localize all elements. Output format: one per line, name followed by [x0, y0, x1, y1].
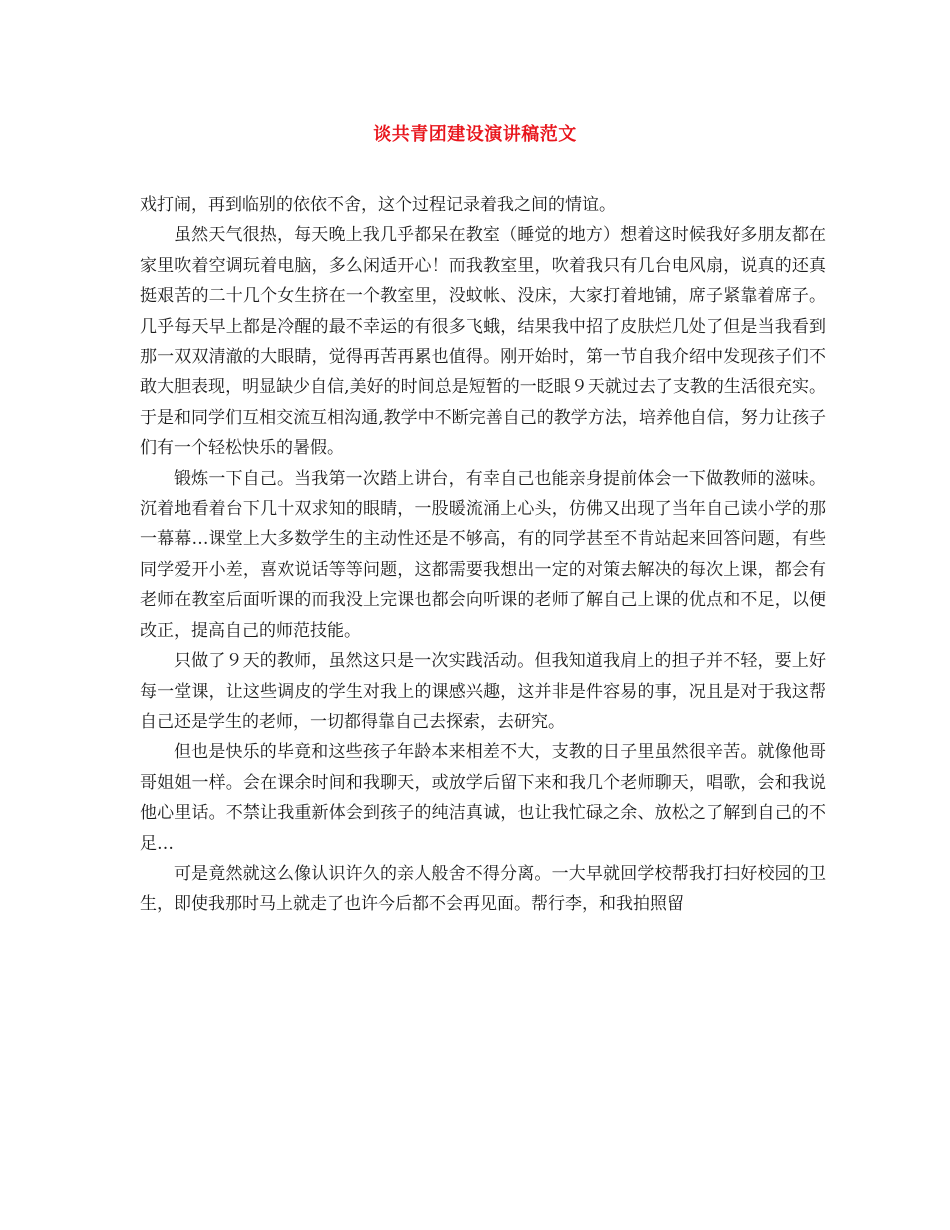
paragraph-6: 可是竟然就这么像认识许久的亲人般舍不得分离。一大早就回学校帮我打扫好校园的卫生，即使我那时马上就走了也许今后都不会再见面。帮行李，和我拍照留 — [140, 863, 826, 915]
paragraph-2: 虽然天气很热，每天晚上我几乎都呆在教室（睡觉的地方）想着这时候我好多朋友都在家里吹着空调玩着电脑，多么闲适开心！而我教室里，吹着我只有几台电风扇，说真的还真挺艰苦的二十几个女生挤在一个教室里，没蚊帐、没床，大家打着地铺，席子紧靠着席子。几乎每天早上都是冷醒的最不幸运的有很多飞蛾，结果我中招了皮肤烂几处了但是当我看到那一双双清澈的大眼睛，觉得再苦再累也值得。刚开始时，第一节自我介绍中发现孩子们不敢大胆表现，明显缺少自信,美好的时间总是短暂的一眨眼９天就过去了支教的生活很充实。于是和同学们互相交流互相沟通,教学中不断完善自己的教学方法，培养他自信，努力让孩子们有一个轻松快乐的暑假。 — [140, 225, 826, 459]
document-title: 谈共青团建设演讲稿范文 — [373, 124, 577, 145]
document-body — [140, 190, 826, 920]
paragraph-3: 锻炼一下自己。当我第一次踏上讲台，有幸自己也能亲身提前体会一下做教师的滋味。沉着地看着台下几十双求知的眼睛，一股暖流涌上心头，仿佛又出现了当年自己读小学的那一幕幕…课堂上大多数学生的主动性还是不够高，有的同学甚至不肯站起来回答问题，有些同学爱开小差，喜欢说话等等问题，这都需要我想出一定的对策去解决的每次上课，都会有老师在教室后面听课的而我没上完课也都会向听课的老师了解自己上课的优点和不足，以便改正，提高自己的师范技能。 — [140, 468, 826, 641]
paragraph-5: 但也是快乐的毕竟和这些孩子年龄本来相差不大，支教的日子里虽然很辛苦。就像他哥哥姐姐一样。会在课余时间和我聊天，或放学后留下来和我几个老师聊天，唱歌，会和我说他心里话。不禁让我重新体会到孩子的纯洁真诚，也让我忙碌之余、放松之了解到自己的不足… — [140, 742, 826, 854]
paragraph-1: 戏打闹，再到临别的依依不舍，这个过程记录着我之间的情谊。 — [140, 195, 616, 215]
paragraph-4: 只做了９天的教师，虽然这只是一次实践活动。但我知道我肩上的担子并不轻，要上好每一堂课，让这些调皮的学生对我上的课感兴趣，这并非是件容易的事，况且是对于我这帮自己还是学生的老师，一切都得靠自己去探索，去研究。 — [140, 651, 826, 732]
